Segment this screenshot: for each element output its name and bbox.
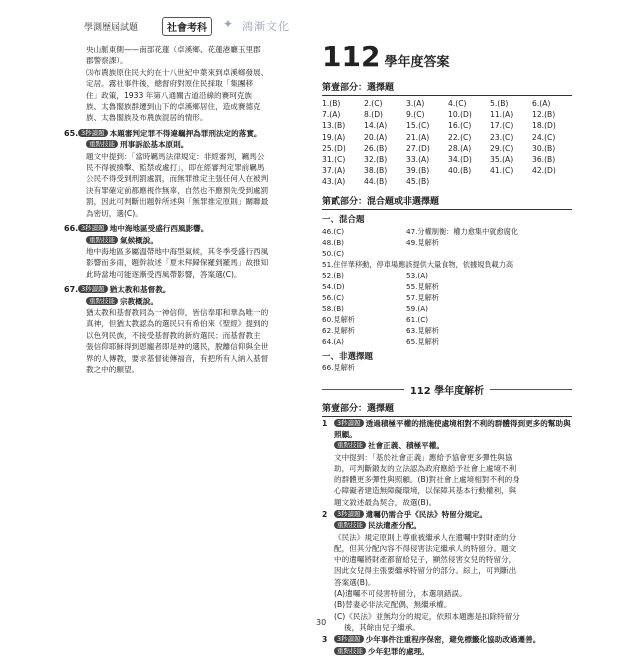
answer-item: 19.(A): [322, 132, 346, 142]
page-header: [58, 14, 582, 36]
explanation-2: 2 3秒讀題 遺囑仍需合乎《民法》特留分規定。: [322, 510, 488, 519]
answer-item: 39.(B): [406, 166, 430, 176]
answer-item: 18.(D): [532, 121, 556, 131]
focus-tag: 重點技能: [86, 297, 118, 305]
answer-item: [448, 176, 490, 187]
answer-item: 35.(A): [490, 155, 514, 165]
mixed-answer-item: 50.(C): [322, 248, 345, 258]
answer-item: 27.(D): [406, 143, 430, 153]
answer-grid: [322, 98, 580, 188]
mixed-answer-item: 48.(B): [322, 237, 344, 247]
mixed-answer-item: 65.見解析: [406, 336, 439, 346]
answer-item: 41.(C): [490, 166, 514, 176]
answer-item: 38.(B): [364, 166, 388, 176]
mixed-answer-item: 53.(A): [406, 270, 428, 280]
focus-tag: 重點技能: [334, 521, 366, 529]
quick-read-tag: 3秒讀題: [78, 224, 108, 232]
part2-heading: 第貳部分：混合題或非選擇題: [322, 194, 572, 210]
subject-label: 社會考科: [162, 17, 212, 36]
mixed-answer-item: 62.見解析: [322, 325, 355, 335]
mixed-answer-grid: [322, 226, 580, 347]
answer-item: 5.(B): [490, 99, 509, 108]
mixed-answer-item: 63.見解析: [406, 325, 439, 335]
question-67: 67. 3秒讀題 猶太教和基督教。: [64, 285, 171, 295]
answer-item: 3.(A): [406, 99, 425, 108]
focus-tag: 重點技能: [86, 236, 118, 244]
publisher-logo-icon: ✦: [223, 17, 234, 31]
answer-item: 16.(C): [448, 121, 472, 131]
answer-item: 14.(A): [364, 121, 388, 131]
answer-item: 23.(C): [490, 132, 514, 142]
mixed-answer-item: [406, 248, 572, 259]
mixed-heading: 一、混合題: [322, 214, 365, 225]
explanations: 1 3秒讀題 透過積極平權的措施使處境相對不利的群體得到更多的幫助與照顧。 重點技能 社會正義、積極平權。 文中提到：「基於社會正義」應給予協會更多彈性與協 助，可判斷鍛友的立法認為政府應給予社會上處境不利 的群體更多彈性與照顧。(B)對社會上處境相對不利的身 心障礙者建造無障礙環境，以保障其基本行動權利，與 題文敘述最為契合，故選(B)。 2 3秒讀題 遺囑仍需合乎《民法》特留分規定。 重點技能 民法遺產分配。 《民法》規定原則上尊重被繼承人在遺囑中對財產的分 配，但其分配內容不得侵害法定繼承人的特留分。題文 中的遺囑將財產都留給兒子，顯然侵害女兒的特留分， 因此女兒得主張要繼承特留分的部分。綜上，可判斷出 答案選(B)。 (A)遺囑不可侵害特留分，本選項錯誤。 (B)替妻必非法定配偶，無繼承權。 (C)《民法》並無均分的規定，依照本題應是扣除特留分 後，其餘由兒子繼承。 3 3秒讀題 少年事件注重程序保密，避免標籤化協助改過遷善。 重點技能 少年犯罪的處理。: [322, 418, 574, 657]
focus-tag: 重點技能: [86, 140, 118, 148]
answer-item: 2.(C): [364, 99, 383, 108]
answer-item: 8.(D): [364, 110, 384, 120]
answer-item: 6.(A): [532, 99, 551, 108]
answer-item: 17.(C): [490, 121, 514, 131]
answer-item: 24.(C): [532, 132, 556, 142]
answer-item: 44.(B): [364, 177, 388, 187]
mixed-answer-item: 47.分權制衡：權力愈集中就愈腐化: [406, 226, 519, 236]
answer-item: 45.(B): [406, 177, 430, 187]
part1-heading: 第壹部分：選擇題: [322, 80, 572, 96]
answer-item: 36.(B): [532, 155, 556, 165]
publisher-name: 鴻漸文化: [242, 20, 290, 33]
answer-item: 10.(D): [448, 110, 472, 120]
answer-item: 31.(C): [322, 155, 346, 165]
quick-read-tag: 3秒讀題: [334, 635, 364, 643]
answer-item: 22.(C): [448, 132, 472, 142]
nonselect-heading: 一、非選擇題: [322, 351, 374, 362]
answer-item: 26.(B): [364, 143, 388, 153]
explanation-banner: 112 學年度解析: [322, 381, 572, 399]
answer-item: 29.(C): [490, 143, 514, 153]
explanation-3: 3 3秒讀題 少年事件注重程序保密，避免標籤化協助改過遷善。: [322, 635, 541, 645]
mixed-answer-item: 58.(B): [322, 303, 344, 313]
answer-item: 1.(B): [322, 99, 341, 108]
explanation-part1-heading: 第壹部分：選擇題: [322, 401, 572, 417]
mixed-answer-item: 60.見解析: [322, 314, 355, 324]
mixed-answer-item: 59.(A): [406, 303, 428, 313]
page-number: 30: [316, 618, 327, 627]
question-66: 66. 3秒讀題 地中海地區受盛行西風影響。: [64, 224, 209, 234]
answer-item: 28.(A): [448, 143, 472, 153]
answer-item: 15.(C): [406, 121, 430, 131]
question-65: 65. 3秒讀題 本題審判定罪不得違羈押為罪刑法定的落實。: [64, 128, 262, 138]
left-column: 央山脈東側——南部花蓮（卓溪鄉、花蓮港廳玉里郡 郡警察課）。 ⑶布農族原住民大約在十八世紀中葉來到卓溪鄉發展、 定居。霧社事件後，總督府對原住民採取「集團移 住」政策，1933 年第八通關古道沿線的賽珂克族 族、太魯閣族群遷到山下的卓溪鄉居住，造成賽德克 族、太魯閣族及布農族混居的情形。 65. 3秒讀題 本題審判定罪不得違羈押為罪刑法定的落實。 重點技能 刑事訴訟基本原則。 題文中提到：「當時羈馬法律規定：非經審判，羈馬公 民不得被揍擊、監禁或處打」，即在經審判定罪前羈馬 公民不得受到刑罰處罰，而無罪推定主張任何人在被判 決有罪確定前都應視作無辜，自然也不應預先受到處罰 罰，因此可判斷出題幹所述與「無罪推定原則」關聯最 為密切，選(C)。 66. 3秒讀題 地中海地區受盛行西風影響。 重點技能 氣候概說。 地中海地區多屬溫帶地中海型氣候，其冬季受盛行西風 影響而多雨，題幹敘述「夏末拜歸保羅到羅馬」故推知 此時當地可能逐漸受西風帶影響，答案選(C)。 67. 3秒讀題 猶太教和基督教。 重點技能 宗教概說。 猶太教和基督教同為一神信仰，皆信奉耶和華為唯一的 真神，但猶太教認為的選民只有希伯來《聖經》提到的 以色列民族，不接受基督教的新約選民；而基督教主 張信仰耶穌得到恩寵者即是神的選民，脫離信仰與全世 界的人傳教，要求基督徒傳福音，有把所有人納入基督 教之中的願望。: [64, 44, 314, 375]
mixed-answer-item: 54.(D): [322, 281, 345, 291]
mixed-answer-item: 64.(A): [322, 336, 344, 346]
answer-item: 42.(D): [532, 166, 556, 176]
answer-item: [532, 176, 574, 187]
answer-item: 30.(B): [532, 143, 556, 153]
mixed-answer-item: 46.(C): [322, 226, 345, 236]
answer-item: 4.(C): [448, 99, 467, 108]
answer-item: 34.(D): [448, 155, 472, 165]
answer-item: 11.(A): [490, 110, 514, 120]
answer-item: 9.(C): [406, 110, 425, 120]
focus-tag: 重點技能: [334, 647, 366, 655]
quick-read-tag: 3秒讀題: [334, 419, 364, 427]
quick-read-tag: 3秒讀題: [78, 285, 108, 293]
nonselect-answer: 66.見解析: [322, 362, 355, 372]
explanation-1: 1 3秒讀題 透過積極平權的措施使處境相對不利的群體得到更多的幫助與照顧。: [322, 418, 571, 439]
quick-read-tag: 3秒讀題: [334, 510, 364, 518]
answer-item: 25.(D): [322, 143, 346, 153]
answer-item: 21.(A): [406, 132, 430, 142]
answer-item: [490, 176, 532, 187]
answer-item: 13.(B): [322, 121, 346, 131]
answer-item: 32.(B): [364, 155, 388, 165]
right-column: [322, 42, 580, 657]
intro-text: 央山脈東側——南部花蓮（卓溪鄉、花蓮港廳玉里郡 郡警察課）。 ⑶布農族原住民大約在十八世紀中葉來到卓溪鄉發展、 定居。霧社事件後，總督府對原住民採取「集團移 住」政策，1933 年第八通關古道沿線的賽珂克族 族、太魯閣族群遷到山下的卓溪鄉居住，造成賽德克 族、太魯閣族及布農族混居的情形。: [86, 45, 269, 123]
mixed-answer-item: 52.(B): [322, 270, 344, 280]
mixed-answer-item: 51.住伴華移動，停車場應該提供大量食物，依據規負載力高: [322, 259, 514, 269]
answers-title: 112 學年度答案: [322, 40, 450, 73]
answer-item: 12.(B): [532, 110, 556, 120]
document-page: [58, 14, 582, 656]
mixed-answer-item: 61.(C): [406, 314, 429, 324]
answer-item: 43.(A): [322, 177, 346, 187]
mixed-answer-item: 56.(C): [322, 292, 345, 302]
series-title: 學測歷屆試題: [84, 23, 139, 33]
mixed-answer-item: 57.見解析: [406, 292, 439, 302]
focus-tag: 重點技能: [334, 441, 366, 449]
mixed-answer-item: 55.見解析: [406, 281, 439, 291]
answer-item: 37.(A): [322, 166, 346, 176]
answer-item: 33.(A): [406, 155, 430, 165]
quick-read-tag: 3秒讀題: [78, 129, 108, 137]
answer-item: 7.(A): [322, 110, 341, 120]
answer-item: 20.(A): [364, 132, 388, 142]
mixed-answer-item: 49.見解析: [406, 237, 439, 247]
answer-item: 40.(B): [448, 166, 472, 176]
